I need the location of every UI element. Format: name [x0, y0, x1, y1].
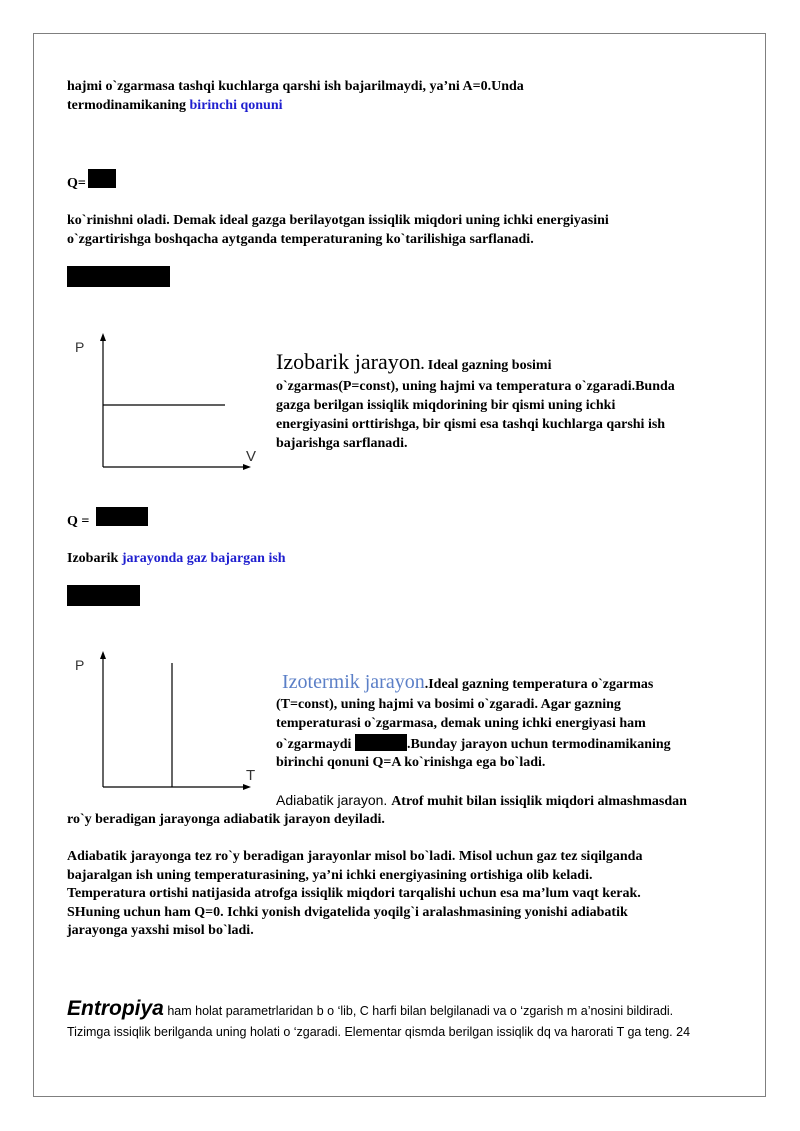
izobarik-line-1 — [276, 348, 551, 380]
adiabatik-paragraph-line-2: bajaralgan ish uning temperaturasining, ya’ni ichki energiyasining ortishiga olib keladi. — [67, 868, 593, 883]
isothermal-graph — [70, 648, 270, 793]
adiabatik-paragraph-line-3: Temperatura ortishi natijasida atrofga issiqlik miqdori tarqalishi uchun esa ma’lum vaqt kerak. — [67, 886, 641, 901]
izotermik-line-5: birinchi qonuni Q=A ko`rinishga ega bo`ladi. — [276, 755, 546, 770]
redacted-formula-1 — [88, 169, 116, 188]
adiabatik-line-1 — [276, 791, 687, 811]
entropiya-heading: Entropiya — [67, 997, 164, 1020]
adiabatik-paragraph-line-1: Adiabatik jarayonga tez ro`y beradigan jarayonlar misol bo`ladi. Misol uchun gaz tez siqilganda — [67, 849, 643, 864]
izotermik-line-4 — [276, 734, 671, 754]
graph-1-y-label: P — [75, 339, 85, 355]
adiabatik-heading: Adiabatik jarayon. — [276, 792, 392, 808]
izotermik-line-2: (T=const), uning hajmi va bosimi o`zgaradi. Agar gazning — [276, 697, 621, 712]
graph-2-y-label: P — [75, 657, 85, 673]
izobarik-line-5: bajarishga sarflanadi. — [276, 436, 408, 451]
q-equation-label-2: Q = — [67, 514, 90, 529]
adiabatik-paragraph-line-5: jarayonga yaxshi misol bo`ladi. — [67, 923, 254, 938]
izotermik-line-4-suffix: .Bunday jarayon uchun termodinamikaning — [406, 737, 671, 752]
izobarik-work-line — [67, 549, 286, 568]
paragraph-2-line-1: ko`rinishni oladi. Demak ideal gazga berilayotgan issiqlik miqdori uning ichki energiyasini — [67, 213, 609, 228]
adiabatik-line-2: ro`y beradigan jarayonga adiabatik jarayon deyiladi. — [67, 812, 385, 827]
isobaric-graph — [70, 330, 270, 475]
redacted-formula-2 — [67, 266, 170, 287]
redacted-formula-3 — [96, 507, 148, 526]
entropiya-line-1-tail: ham holat parametrlaridan b o ‘lib, C harfi bilan belgilanadi va o ‘zgarish m a’nosini bildiradi. — [163, 1004, 674, 1018]
redacted-formula-4 — [67, 585, 140, 606]
graph-1-y-arrow — [100, 333, 106, 341]
first-law-link[interactable]: birinchi qonuni — [189, 98, 283, 113]
izobarik-line-2: o`zgarmas(P=const), uning hajmi va temperatura o`zgaradi.Bunda — [276, 379, 675, 394]
paragraph-1-prefix: termodinamikaning — [67, 98, 190, 113]
paragraph-1-line-1: hajmi o`zgarmasa tashqi kuchlarga qarshi ish bajarilmaydi, ya’ni A=0.Unda — [67, 79, 524, 94]
graph-2-x-arrow — [243, 784, 251, 790]
izotermik-line-1 — [276, 669, 653, 698]
izobarik-work-prefix: Izobarik — [67, 551, 122, 566]
entropiya-line-1 — [67, 996, 673, 1024]
izotermik-heading: Izotermik jarayon — [282, 671, 425, 693]
graph-2-x-label: T — [246, 767, 256, 784]
adiabatik-paragraph-line-4: SHuning uchun ham Q=0. Ichki yonish dvigatelida yoqilg`i aralashmasining yonishi adiabatik — [67, 905, 628, 920]
redacted-formula-5 — [355, 734, 407, 751]
izobarik-heading-tail: . Ideal gazning bosimi — [420, 358, 552, 373]
graph-2-y-arrow — [100, 651, 106, 659]
izobarik-line-3: gazga berilgan issiqlik miqdorining bir qismi uning ichki — [276, 398, 616, 413]
adiabatik-line-1-tail: Atrof muhit bilan issiqlik miqdori almashmasdan — [391, 794, 687, 809]
entropiya-line-2: Tizimga issiqlik berilganda uning holati o ‘zgaradi. Elementar qismda berilgan issiqlik dq va harorati T ga teng. 24 — [67, 1025, 691, 1039]
izotermik-line-3: temperaturasi o`zgarmasa, demak uning ichki energiyasi ham — [276, 716, 646, 731]
izobarik-work-link[interactable]: jarayonda gaz bajargan ish — [121, 551, 286, 566]
izotermik-line-1-tail: .Ideal gazning temperatura o`zgarmas — [424, 677, 654, 692]
graph-1-x-label: V — [246, 448, 257, 465]
izobarik-heading: Izobarik jarayon — [276, 349, 421, 374]
izotermik-line-4-prefix: o`zgarmaydi — [276, 737, 355, 752]
q-equation-label-1: Q= — [67, 176, 86, 191]
izobarik-line-4: energiyasini orttirishga, bir qismi esa tashqi kuchlarga qarshi ish — [276, 417, 666, 432]
paragraph-1-line-2 — [67, 96, 283, 115]
paragraph-2-line-2: o`zgartirishga boshqacha aytganda temperaturaning ko`tarilishiga sarflanadi. — [67, 232, 534, 247]
